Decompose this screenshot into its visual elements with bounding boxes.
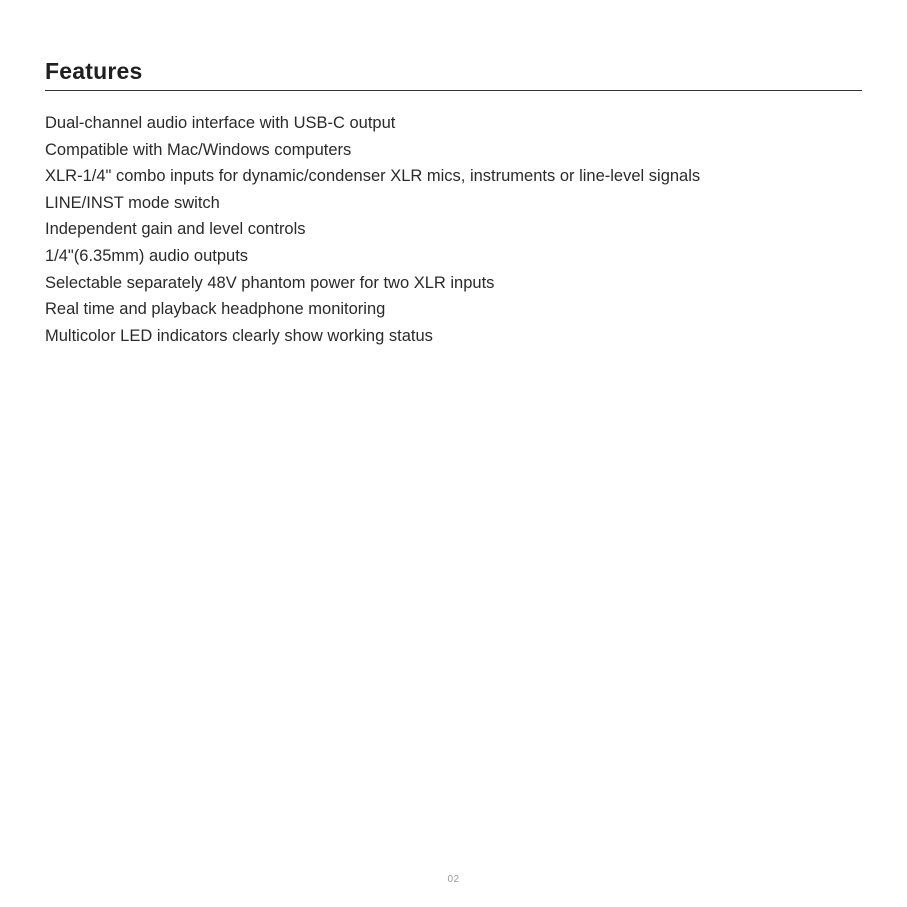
feature-item-led-indicators: Multicolor LED indicators clearly show working status	[45, 326, 433, 345]
feature-item-usb-c: Dual-channel audio interface with USB-C output	[45, 114, 396, 132]
section-heading	[45, 57, 862, 91]
feature-item-phantom-power: Selectable separately 48V phantom power for two XLR inputs	[45, 273, 495, 292]
page-number: 02	[447, 874, 460, 885]
feature-item-audio-outputs: 1/4"(6.35mm) audio outputs	[45, 246, 249, 265]
section-title: Features	[45, 58, 143, 84]
feature-item-gain-level: Independent gain and level controls	[45, 220, 306, 239]
feature-item-compatibility: Compatible with Mac/Windows computers	[45, 140, 352, 159]
feature-item-mode-switch: LINE/INST mode switch	[45, 193, 220, 212]
feature-item-headphone-monitoring: Real time and playback headphone monitoring	[45, 300, 386, 319]
feature-item-combo-inputs: XLR-1/4" combo inputs for dynamic/condenser XLR mics, instruments or line-level signals	[45, 167, 701, 186]
features-list	[45, 110, 865, 349]
